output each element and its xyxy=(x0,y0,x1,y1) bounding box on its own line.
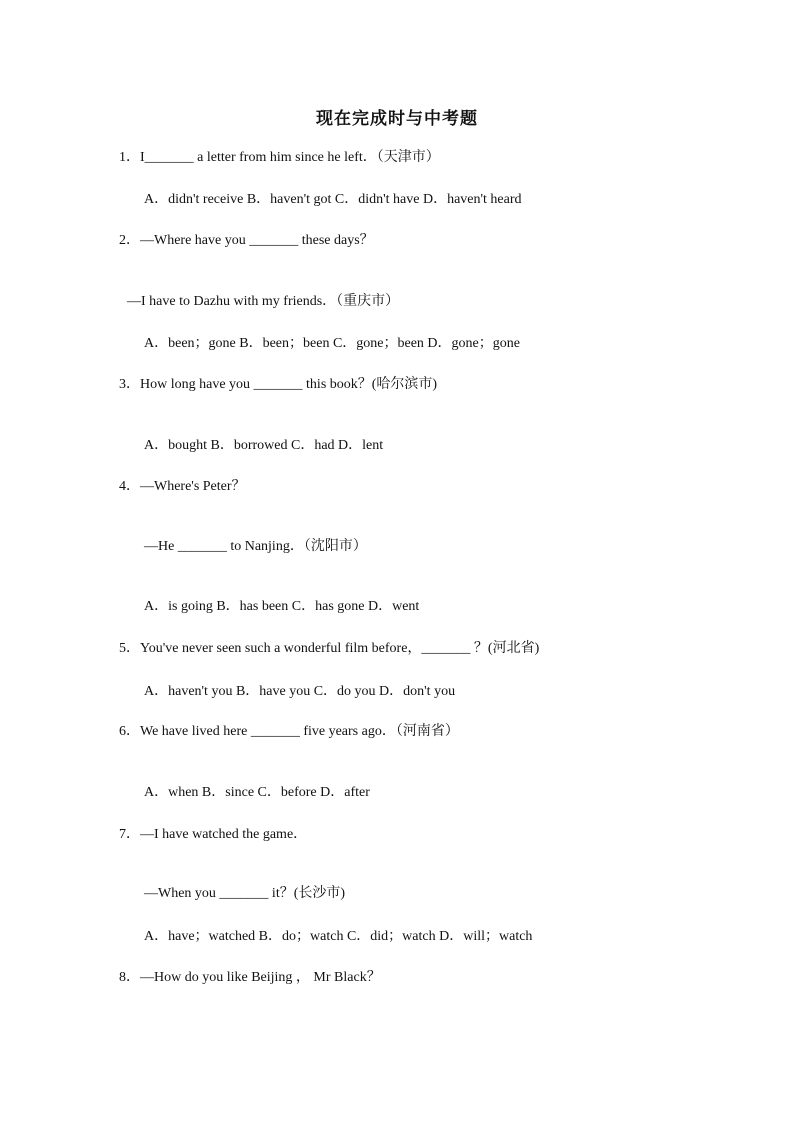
question-6-options: A．when B．since C．before D．after xyxy=(144,785,370,800)
question-2-answer: —I have to Dazhu with my friends．（重庆市） xyxy=(127,294,400,309)
question-7-answer: —When you _______ it？(长沙市) xyxy=(144,886,346,901)
question-4-answer: —He _______ to Nanjing．（沈阳市） xyxy=(144,539,367,554)
question-5-options: A．haven't you B．have you C．do you D．don't you xyxy=(144,684,456,699)
question-7: 7．—I have watched the game． xyxy=(119,827,308,842)
question-7-options: A．have；watched B．do；watch C．did；watch D．will；watch xyxy=(144,929,533,944)
question-3: 3．How long have you _______ this book？(哈尔滨市) xyxy=(119,377,438,392)
question-2-options: A．been；gone B．been；been C．gone；been D．gone；gone xyxy=(144,336,520,351)
question-8: 8．—How do you like Beijing ， Mr Black？ xyxy=(119,970,381,985)
question-4: 4．—Where's Peter？ xyxy=(119,479,246,494)
question-3-options: A．bought B．borrowed C．had D．lent xyxy=(144,438,384,453)
question-2: 2．—Where have you _______ these days？ xyxy=(119,233,374,248)
page-title: 现在完成时与中考题 xyxy=(316,109,478,128)
question-1-options: A．didn't receive B．haven't got C．didn't have D．haven't heard xyxy=(144,192,522,207)
question-5: 5．You've never seen such a wonderful film before，_______ ？(河北省) xyxy=(119,641,540,656)
question-6: 6．We have lived here _______ five years ago．（河南省） xyxy=(119,724,459,739)
question-4-options: A．is going B．has been C．has gone D．went xyxy=(144,599,420,614)
question-1: 1．I_______ a letter from him since he left．（天津市） xyxy=(119,150,440,165)
